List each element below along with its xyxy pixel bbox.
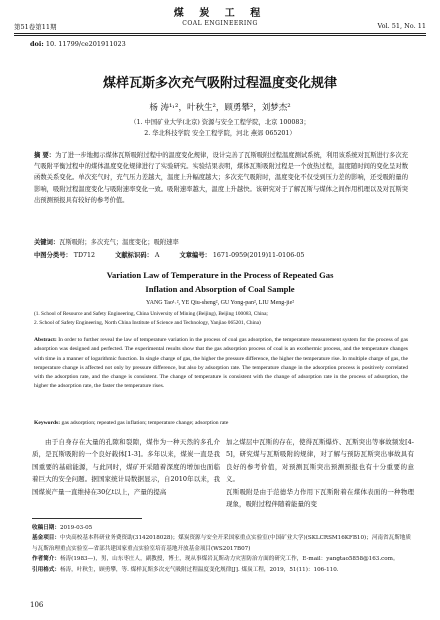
abstract-cn-label: 摘 要：: [34, 152, 56, 159]
volume-issue-en: Vol. 51, No. 11: [377, 22, 426, 30]
clc-number: 中图分类号： TD712: [34, 252, 96, 259]
authors-en: YANG Tao¹˒², YE Qiu-sheng², GU Yong-pan², LIU Meng-jie²: [145, 300, 295, 306]
doi-label: doi:: [30, 40, 44, 48]
header-rule: [14, 33, 426, 34]
header-rule-thin: [14, 35, 426, 36]
keywords-cn-label: 关键词：: [34, 239, 60, 246]
doi-value: 10. 11799/ce201911023: [45, 40, 126, 48]
abstract-en-label: Abstract:: [34, 337, 57, 343]
journal-header: [0, 4, 440, 27]
journal-name-en: COAL ENGINEERING: [182, 20, 258, 27]
title-en-line-2: Inflation and Absorption of Coal Sample: [145, 284, 295, 294]
abstract-en: [34, 336, 408, 392]
document-code: 文献标识码： A: [115, 252, 160, 259]
keywords-en-label: Keywords:: [34, 420, 61, 426]
abstract-cn-text: 为了进一步地揭示煤体瓦斯吸附过程中的温度变化规律，设计完善了瓦斯吸附过程温度测试系统，利用该系统对瓦斯进行多次充气吸附平衡过程中的煤体温度变化规律进行了实验研究。实验结果表明，煤体瓦斯吸附过程是一个放热过程，温度随时间的变化呈对数函数关系变化。单次充气时，充气压力差越大，温度上升幅度越大；多次充气吸附时，温度变化不仅受到压力差的影响，还受吸附量的影响，吸附过程温度变化与吸附速率变化一致。吸附速率越大，温度上升越快。该研究对于了解瓦斯与煤体之间作用机理以及对瓦斯突出预测预报具有较好的参考价值。: [34, 152, 408, 204]
abstract-cn: [34, 150, 408, 206]
page-number: 106: [30, 601, 44, 609]
title-en-line-1: Variation Law of Temperature in the Process of Repeated Gas: [106, 270, 334, 280]
affiliation-cn-2: 2. 华北科技学院 安全工程学院，河北 燕郊 065201）: [144, 130, 296, 137]
volume-issue-cn: 第51卷第11期: [14, 23, 57, 31]
keywords-cn: [34, 237, 408, 246]
footnote-author: 作者简介：杨涛(1983—)，男，山东枣庄人，副教授，博士，现从事煤岩瓦斯动力灾害防治方面的研究工作，E-mail：yangtao5858@163.com。: [32, 556, 399, 563]
footnote-fund: 基金项目：中央高校基本科研业务费资助(3142018028)；煤炭资源与安全开采国家重点实验室(中国矿业大学)(SKLCRSM16KFB10)；河南省瓦斯地质与瓦斯治理重点实验室—省部共建国家重点实验室培育基地开放基金项目(WS2017B07): [32, 535, 411, 552]
affiliation-en-2: 2. School of Safety Engineering, North China Institute of Science and Technology, Yanjiao 065201, China): [34, 320, 261, 326]
doi: [30, 40, 126, 48]
keywords-en: [34, 420, 408, 426]
footnotes: [32, 523, 412, 575]
affiliation-en-1: (1. School of Resource and Safety Engineering, China University of Mining (Beijing), Beijing 100083, China;: [34, 311, 268, 317]
classification-line: [34, 250, 414, 259]
keywords-en-text: gas adsorption; repeated gas inflation; temperature change; adsorption rate: [61, 420, 229, 426]
footnote-received: 收稿日期：2019-03-05: [32, 525, 93, 531]
keywords-cn-text: 瓦斯吸附；多次充气；温度变化；吸附速率: [59, 239, 179, 246]
footnote-rule: [32, 518, 142, 519]
title-cn: 煤样瓦斯多次充气吸附过程温度变化规律: [102, 76, 337, 91]
body-column-right: 加之煤层中瓦斯的存在，使得瓦斯爆炸、瓦斯突出等事故频发[4-5]，研究煤与瓦斯吸附的规律，对了解与预防瓦斯突出事故具有良好的参考价值，对预测瓦斯突出预测预报也有十分重要的意义。 瓦斯吸附是由于范德华力作用下瓦斯附着在煤体表面的一种物理现象，吸附过程伴随着能量的变: [226, 438, 414, 509]
body-column-left: 由于自身存在大量的孔隙和裂隙，煤作为一种天然的多孔介质，是瓦斯吸附的一个良好载体[1-3]。多年以来，煤炭一直是我国重要的基础能源，与此同时，煤矿开采随着深度的增加也面临着巨大的安全问题。据国家统计局数据显示，自2010年以来，我国煤炭产量一直维持在30亿t以上，产量的提高: [32, 438, 220, 496]
authors-cn: 杨 涛¹˒²，叶秋生²，顾勇攀²，刘梦杰²: [149, 103, 291, 113]
footnote-citation: 引用格式：杨涛，叶秋生，顾勇攀，等. 煤样瓦斯多次充气吸附过程温度变化规律[J]. 煤炭工程，2019，51(11)：106-110.: [32, 566, 339, 573]
journal-name-cn: 煤 炭 工 程: [173, 8, 267, 19]
abstract-en-text: In order to further reveal the law of temperature variation in the process of coal gas adsorption, the temperature measurement system for the process of gas adsorption was designed and perfected. The experimental results show that the gas adsorption process of coal is an exothermic process, and the temperature changes with time in a manner of logarithmic function. In single charge of gas, the higher the pressure difference, the higher the temperature rise. In multiple charge of gas, the temperature change is affected not only by pressure difference, but also by adsorption rate. The temperature change in the adsorption process is positively correlated with the adsorption rate, and the change is consistent. The change of temperature is consistent with the change of adsorption rate in the process of adsorption, the higher the adsorption rate, the faster the temperature rises.: [34, 337, 409, 390]
article-number: 文章编号： 1671-0959(2019)11-0106-05: [179, 252, 305, 259]
affiliation-cn-1: （1. 中国矿业大学(北京) 资源与安全工程学院，北京 100083；: [130, 119, 310, 126]
title-en: [0, 268, 440, 296]
